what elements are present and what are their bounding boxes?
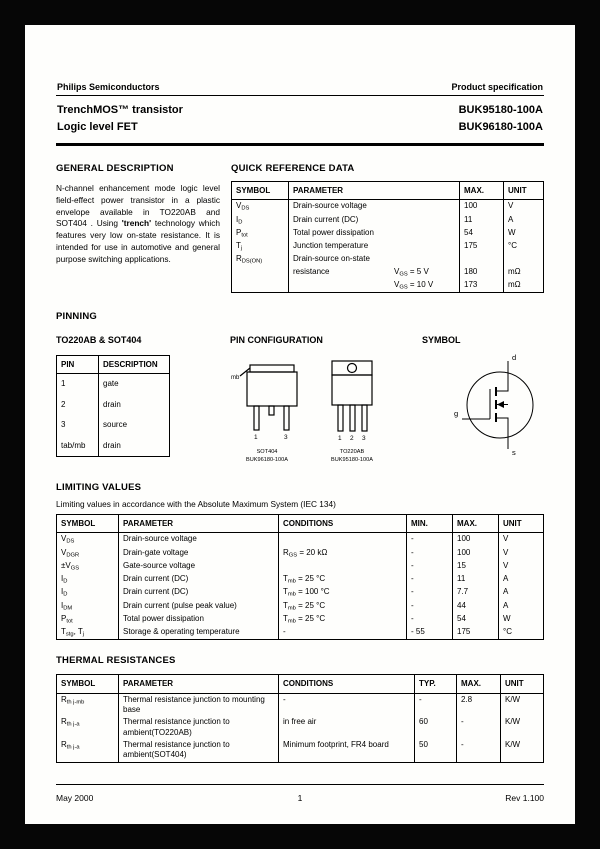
description-header: DESCRIPTION — [99, 356, 170, 374]
limiting-values-table — [56, 514, 544, 640]
conditions-cell: Minimum footprint, FR4 board — [279, 739, 415, 762]
limiting-values-heading: LIMITING VALUES — [56, 482, 142, 494]
min-cell: - — [407, 613, 453, 626]
parameter-cell: Junction temperature — [289, 240, 460, 253]
conditions-cell: $T_{mb} = 25$ °C — [279, 573, 407, 586]
min-cell: - — [407, 573, 453, 586]
parameter-header: PARAMETER — [289, 182, 460, 200]
unit-cell: mΩ — [504, 266, 544, 278]
max-header: MAX. — [453, 515, 499, 533]
symbol-cell: $\pm V_{GS}$ — [57, 560, 119, 573]
unit-header: UNIT — [499, 515, 544, 533]
parameter-cell: Thermal resistance junction to mounting base — [119, 693, 279, 716]
description-cell: source — [99, 415, 170, 435]
table-row — [232, 227, 544, 240]
unit-cell: V — [499, 533, 544, 547]
conditions-cell: - — [279, 693, 415, 716]
symbol-heading: SYMBOL — [422, 335, 461, 345]
pin-header: PIN — [57, 356, 99, 374]
description-cell: gate — [99, 374, 170, 395]
parameter-cell: resistance $V_{GS} = 5$ V — [289, 266, 460, 278]
unit-cell: W — [504, 227, 544, 240]
conditions-cell: - — [279, 626, 407, 640]
footer-revision: Rev 1.100 — [505, 793, 544, 803]
table-row — [57, 415, 170, 435]
document-header — [56, 25, 544, 96]
min-cell: - — [407, 547, 453, 560]
symbol-cell: $V_{DGR}$ — [57, 547, 119, 560]
pin-cell: 1 — [57, 374, 99, 395]
mb-label: mb — [231, 375, 240, 381]
unit-cell: K/W — [501, 739, 544, 762]
max-cell: - — [457, 739, 501, 762]
max-cell: 100 — [453, 547, 499, 560]
parameter-cell: Gate-source voltage — [119, 560, 279, 573]
symbol-cell: $V_{DS}$ — [57, 533, 119, 547]
parameter-cell: Drain-source voltage — [119, 533, 279, 547]
unit-cell: °C — [499, 626, 544, 640]
unit-cell: °C — [504, 240, 544, 253]
max-cell: - — [457, 716, 501, 739]
spec-type-label: Product specification — [451, 82, 543, 92]
conditions-cell: $T_{mb} = 100$ °C — [279, 586, 407, 599]
description-and-quick-reference — [56, 163, 544, 293]
pinning-table — [56, 355, 170, 457]
pinning-section — [56, 335, 544, 464]
typ-cell: 50 — [415, 739, 457, 762]
max-cell: 175 — [453, 626, 499, 640]
pin3-label: 3 — [362, 435, 366, 442]
max-cell: 180 — [460, 266, 504, 278]
parameter-cell: Drain current (DC) — [119, 573, 279, 586]
table-row — [57, 716, 544, 739]
unit-cell: A — [499, 573, 544, 586]
datasheet-page — [25, 25, 575, 824]
max-cell: 11 — [453, 573, 499, 586]
table-row — [232, 266, 544, 278]
general-description-heading: GENERAL DESCRIPTION — [56, 163, 174, 174]
parameter-cell: Drain-source voltage — [289, 200, 460, 214]
table-row — [232, 214, 544, 227]
min-cell: - 55 — [407, 626, 453, 640]
table-row — [57, 626, 544, 640]
typ-cell: 60 — [415, 716, 457, 739]
max-cell — [460, 253, 504, 266]
symbol-cell: $I_D$ — [57, 586, 119, 599]
typ-cell: - — [415, 693, 457, 716]
table-row — [57, 533, 544, 547]
typ-header: TYP. — [415, 675, 457, 693]
unit-cell: mΩ — [504, 279, 544, 293]
symbol-cell — [232, 279, 289, 293]
max-header: MAX. — [457, 675, 501, 693]
part-number-2: BUK96180-100A — [458, 120, 543, 133]
parameter-cell — [289, 279, 460, 293]
parameter-header: PARAMETER — [119, 675, 279, 693]
table-header-row — [57, 675, 544, 693]
pin-cell: 2 — [57, 395, 99, 415]
conditions-cell: $R_{GS} = 20$ kΩ — [279, 547, 407, 560]
table-header-row — [57, 515, 544, 533]
min-header: MIN. — [407, 515, 453, 533]
mosfet-symbol-drawing — [448, 349, 552, 459]
unit-cell: K/W — [501, 693, 544, 716]
thermal-resistances-heading: THERMAL RESISTANCES — [56, 655, 176, 667]
symbol-cell: $V_{DS}$ — [232, 200, 289, 214]
symbol-cell: $R_{DS(ON)}$ — [232, 253, 289, 266]
sot404-caption: SOT404 BUK96180-100A — [246, 449, 288, 463]
footer-page-number: 1 — [297, 793, 303, 803]
condition-text: $V_{GS} = 10$ V — [394, 279, 434, 291]
condition-text: $V_{GS} = 5$ V — [394, 267, 429, 278]
parameter-cell: Drain current (pulse peak value) — [119, 600, 279, 613]
limiting-values-note: Limiting values in accordance with the Absolute Maximum System (IEC 134) — [56, 499, 336, 510]
pin1-label: 1 — [338, 435, 342, 442]
drain-label: d — [512, 353, 517, 362]
pin1-label: 1 — [254, 434, 258, 441]
table-row — [57, 693, 544, 716]
unit-cell: A — [499, 600, 544, 613]
symbol-cell: $P_{tot}$ — [232, 227, 289, 240]
unit-cell: W — [499, 613, 544, 626]
to220ab-caption: TO220AB BUK95180-100A — [331, 449, 373, 463]
parameter-cell: Total power dissipation — [119, 613, 279, 626]
table-row — [57, 374, 170, 395]
symbol-header: SYMBOL — [57, 515, 119, 533]
parameter-cell: Storage & operating temperature — [119, 626, 279, 640]
publisher-name: Philips Semiconductors — [57, 82, 160, 92]
conditions-cell: $T_{mb} = 25$ °C — [279, 613, 407, 626]
parameter-cell: Thermal resistance junction to ambient(SOT404) — [119, 739, 279, 762]
table-row — [57, 600, 544, 613]
product-title — [57, 102, 183, 135]
to220ab-package — [320, 353, 384, 464]
pinning-table-title: TO220AB & SOT404 — [56, 335, 142, 345]
parameter-cell: Drain-gate voltage — [119, 547, 279, 560]
symbol-cell: $R_{th j-a}$ — [57, 716, 119, 739]
unit-header: UNIT — [504, 182, 544, 200]
thermal-resistances-table — [56, 674, 544, 763]
symbol-cell: $T_{stg}$, $T_j$ — [57, 626, 119, 640]
parameter-cell: Total power dissipation — [289, 227, 460, 240]
symbol-cell: $I_{DM}$ — [57, 600, 119, 613]
pin2-label: 2 — [350, 435, 354, 442]
title-block — [56, 96, 544, 146]
unit-cell: A — [504, 214, 544, 227]
pin-cell: tab/mb — [57, 436, 99, 457]
table-row — [57, 547, 544, 560]
table-row — [232, 279, 544, 293]
product-title-line1: TrenchMOS™ transistor — [57, 104, 183, 116]
unit-cell — [504, 253, 544, 266]
max-cell: 175 — [460, 240, 504, 253]
unit-cell: K/W — [501, 716, 544, 739]
sot404-package-drawing — [230, 353, 304, 443]
to220ab-package-drawing — [320, 353, 384, 443]
parameter-cell: Thermal resistance junction to ambient(TO220AB) — [119, 716, 279, 739]
general-description-text: N-channel enhancement mode logic level field-effect power transistor in a plastic envelope available in TO220AB and SOT404 . Using 'trench' technology which features very low on-state resistance. It is intended for use in automotive and general purpose switching applications. — [56, 183, 220, 264]
symbol-cell: $R_{th j-mb}$ — [57, 693, 119, 716]
max-cell: 100 — [460, 200, 504, 214]
table-row — [57, 560, 544, 573]
quick-reference-heading: QUICK REFERENCE DATA — [231, 163, 355, 174]
max-cell: 7.7 — [453, 586, 499, 599]
table-row — [57, 573, 544, 586]
parameter-header: PARAMETER — [119, 515, 279, 533]
table-row — [232, 240, 544, 253]
quick-reference-table — [231, 181, 544, 293]
max-cell: 54 — [460, 227, 504, 240]
symbol-cell — [232, 266, 289, 278]
table-row — [57, 613, 544, 626]
min-cell: - — [407, 560, 453, 573]
min-cell: - — [407, 533, 453, 547]
conditions-cell — [279, 533, 407, 547]
conditions-cell: in free air — [279, 716, 415, 739]
unit-cell: V — [504, 200, 544, 214]
gate-label: g — [454, 409, 459, 418]
table-row — [232, 253, 544, 266]
table-row — [57, 586, 544, 599]
symbol-cell: $T_j$ — [232, 240, 289, 253]
part-numbers — [459, 102, 543, 135]
pinning-heading: PINNING — [56, 311, 97, 322]
max-cell: 54 — [453, 613, 499, 626]
document-footer — [56, 784, 544, 803]
min-cell: - — [407, 600, 453, 613]
part-number-1: BUK95180-100A — [458, 104, 543, 116]
table-header-row — [232, 182, 544, 200]
unit-cell: A — [499, 586, 544, 599]
product-title-line2: Logic level FET — [57, 120, 138, 133]
max-cell: 15 — [453, 560, 499, 573]
sot404-package — [230, 353, 304, 464]
description-cell: drain — [99, 395, 170, 415]
description-cell: drain — [99, 436, 170, 457]
max-cell: 173 — [460, 279, 504, 293]
symbol-cell: $I_D$ — [232, 214, 289, 227]
source-label: s — [512, 448, 516, 457]
max-cell: 2.8 — [457, 693, 501, 716]
unit-cell: V — [499, 547, 544, 560]
symbol-header: SYMBOL — [57, 675, 119, 693]
max-header: MAX. — [460, 182, 504, 200]
symbol-cell: $R_{th j-a}$ — [57, 739, 119, 762]
conditions-header: CONDITIONS — [279, 675, 415, 693]
symbol-cell: $P_{tot}$ — [57, 613, 119, 626]
table-row — [57, 436, 170, 457]
pin-configuration-heading: PIN CONFIGURATION — [230, 335, 323, 345]
max-cell: 44 — [453, 600, 499, 613]
parameter-cell: Drain current (DC) — [119, 586, 279, 599]
pin-cell: 3 — [57, 415, 99, 435]
conditions-cell — [279, 560, 407, 573]
pin3-label: 3 — [284, 434, 288, 441]
parameter-cell: Drain current (DC) — [289, 214, 460, 227]
symbol-cell: $I_D$ — [57, 573, 119, 586]
unit-header: UNIT — [501, 675, 544, 693]
package-drawings — [230, 353, 422, 464]
max-cell: 100 — [453, 533, 499, 547]
symbol-header: SYMBOL — [232, 182, 289, 200]
unit-cell: V — [499, 560, 544, 573]
parameter-cell: Drain-source on-state — [289, 253, 460, 266]
footer-date: May 2000 — [56, 793, 94, 803]
table-row — [57, 395, 170, 415]
table-header-row — [57, 356, 170, 374]
max-cell: 11 — [460, 214, 504, 227]
min-cell: - — [407, 586, 453, 599]
table-row — [57, 739, 544, 762]
table-row — [232, 200, 544, 214]
conditions-header: CONDITIONS — [279, 515, 407, 533]
conditions-cell: $T_{mb} = 25$ °C — [279, 600, 407, 613]
